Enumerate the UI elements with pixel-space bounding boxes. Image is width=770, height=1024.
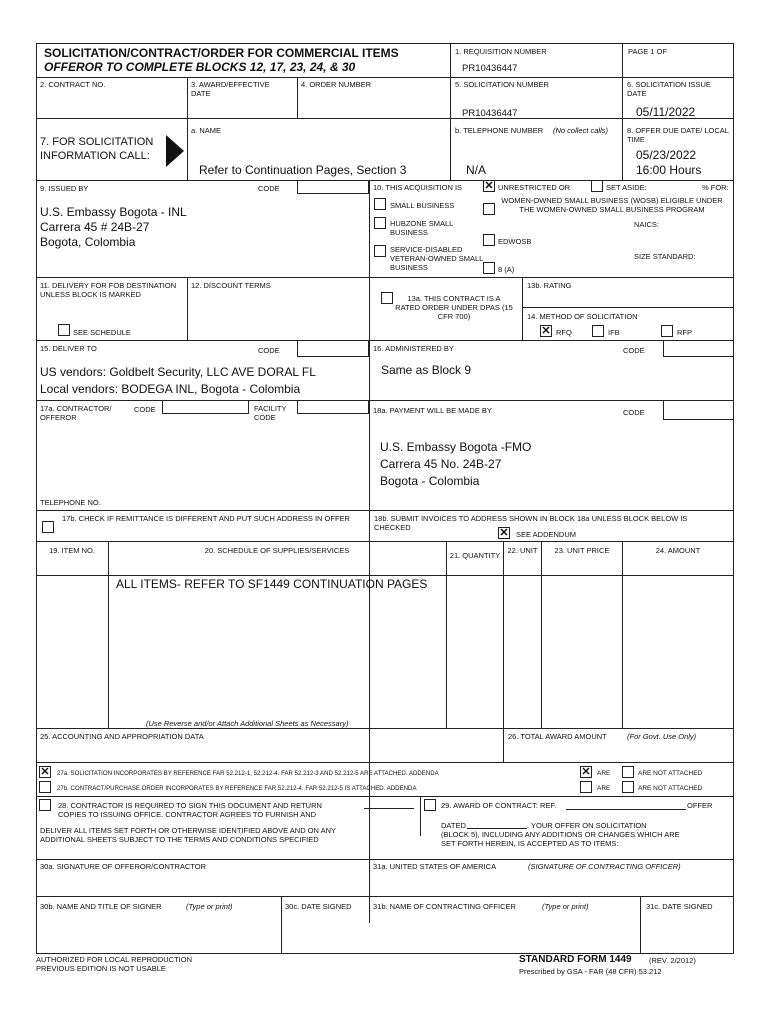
rating-label: 13b. RATING — [527, 281, 572, 290]
27a-checkbox[interactable]: ✕ — [40, 766, 50, 778]
payment-line3[interactable]: Bogota - Colombia — [380, 474, 480, 488]
submit-invoices-label: 18b. SUBMIT INVOICES TO ADDRESS SHOWN IN BLOCK 18a UNLESS BLOCK BELOW IS CHECKED — [374, 514, 688, 532]
administered-by-label: 16. ADMINISTERED BY — [373, 344, 454, 353]
offer-due-time[interactable]: 16:00 Hours — [636, 163, 702, 177]
sdvosb-checkbox[interactable] — [374, 245, 386, 257]
27b-are-label: ARE — [597, 785, 611, 792]
ifb-label: IFB — [608, 328, 620, 337]
info-call-label: 7. FOR SOLICITATION INFORMATION CALL: — [40, 136, 154, 162]
issue-date-value[interactable]: 05/11/2022 — [636, 105, 696, 119]
issued-by-code-field[interactable] — [297, 180, 369, 194]
date-31c-label: 31c. DATE SIGNED — [646, 902, 713, 911]
issued-by-label: 9. ISSUED BY — [40, 184, 89, 193]
27b-checkbox[interactable] — [39, 781, 51, 793]
name-31b-label: 31b. NAME OF CONTRACTING OFFICER — [373, 902, 516, 911]
eight-a-checkbox[interactable] — [483, 262, 495, 274]
phone-value[interactable]: N/A — [466, 163, 487, 177]
payment-label: 18a. PAYMENT WILL BE MADE BY — [373, 406, 492, 415]
unrestricted-label: UNRESTRICTED OR — [498, 183, 571, 192]
page-label: PAGE 1 OF — [628, 47, 668, 56]
discount-label: 12. DISCOUNT TERMS — [191, 281, 271, 290]
schedule-note: (Use Reverse and/or Attach Additional Sheets as Necessary) — [146, 719, 349, 728]
see-addendum-checkbox[interactable]: ✕ — [499, 527, 509, 539]
unrestricted-checkbox[interactable]: ✕ — [484, 180, 494, 192]
naics-label: NAICS: — [634, 220, 660, 229]
contractor-code-field[interactable] — [162, 400, 249, 414]
administered-code-field[interactable] — [663, 340, 734, 357]
form-title: SOLICITATION/CONTRACT/ORDER FOR COMMERCIAL ITEMS — [44, 46, 399, 60]
solicitation-no-label: 5. SOLICITATION NUMBER — [455, 80, 549, 89]
edwosb-checkbox[interactable] — [483, 234, 495, 246]
name-30b-label: 30b. NAME AND TITLE OF SIGNER — [40, 902, 162, 911]
set-aside-checkbox[interactable] — [591, 180, 603, 192]
contact-name[interactable]: Refer to Continuation Pages, Section 3 — [199, 163, 407, 177]
27a-are-checkbox[interactable]: ✕ — [581, 766, 591, 778]
see-addendum-label: SEE ADDENDUM — [516, 530, 577, 539]
issue-date-label: 6. SOLICITATION ISSUE DATE — [627, 80, 711, 98]
size-standard-label: SIZE STANDARD: — [634, 252, 696, 261]
set-aside-label: SET ASIDE: — [606, 183, 647, 192]
hubzone-label: HUBZONE SMALL BUSINESS — [390, 219, 454, 237]
method-label: 14. METHOD OF SOLICITATION — [527, 312, 638, 321]
sig-30a-label: 30a. SIGNATURE OF OFFEROR/CONTRACTOR — [40, 862, 206, 871]
29-your-offer: . YOUR OFFER ON SOLICITATION — [527, 821, 647, 830]
form-subtitle: OFFEROR TO COMPLETE BLOCKS 12, 17, 23, 24, & 30 — [44, 60, 356, 74]
col-amount: 24. AMOUNT — [655, 546, 701, 555]
form-prescribed: Prescribed by GSA - FAR (48 CFR) 53.212 — [519, 967, 662, 976]
facility-code-field[interactable] — [297, 400, 369, 414]
27b-are-checkbox[interactable] — [580, 781, 592, 793]
col-unit: 22. UNIT — [507, 546, 538, 555]
deliver-to-line2[interactable]: Local vendors: BODEGA INL, Bogota - Colombia — [40, 382, 301, 396]
offer-due-date[interactable]: 05/23/2022 — [636, 148, 697, 162]
29-set-forth: SET FORTH HEREIN, IS ACCEPTED AS TO ITEMS: — [441, 839, 619, 848]
deliver-to-code-label: CODE — [258, 346, 280, 355]
27a-are-not-label: ARE NOT ATTACHED — [638, 770, 703, 777]
rfp-label: RFP — [677, 328, 692, 337]
form-name: STANDARD FORM 1449 — [519, 954, 632, 965]
deliver-to-label: 15. DELIVER TO — [40, 344, 97, 353]
28-text-4: ADDITIONAL SHEETS SUBJECT TO THE TERMS AND CONDITIONS SPECIFIED — [40, 835, 319, 844]
sdvosb-label: SERVICE-DISABLED VETERAN-OWNED SMALL BUSINESS — [390, 245, 484, 272]
total-award-note: (For Govt. Use Only) — [627, 732, 697, 741]
deliver-to-code-field[interactable] — [297, 340, 369, 357]
acquisition-label: 10. THIS ACQUISITION IS — [373, 183, 463, 192]
28-text-3: DELIVER ALL ITEMS SET FORTH OR OTHERWISE IDENTIFIED ABOVE AND ON ANY — [40, 826, 337, 835]
issued-by-line3[interactable]: Bogota, Colombia — [40, 235, 136, 249]
solicitation-number[interactable]: PR10436447 — [462, 108, 518, 119]
award-date-label: 3. AWARD/EFFECTIVE DATE — [191, 80, 270, 98]
facility-code-label: FACILITY CODE — [254, 404, 287, 422]
edwosb-label: EDWOSB — [498, 237, 532, 246]
27a-text: 27a. SOLICITATION INCORPORATES BY REFERENCE FAR 52.212-1, 52.212-4. FAR 52.212-3 AND 52.212-5 ARE ATTACHED. ADDENDA — [57, 770, 439, 777]
27a-are-not-checkbox[interactable] — [622, 766, 634, 778]
sig-31a-label: 31a. UNITED STATES OF AMERICA — [373, 862, 497, 871]
requisition-label: 1. REQUISITION NUMBER — [455, 47, 547, 56]
wosb-checkbox[interactable] — [483, 203, 495, 215]
col-item-no: 19. ITEM NO. — [49, 546, 95, 555]
29-dated-label: DATED — [441, 821, 466, 830]
28-text-2: COPIES TO ISSUING OFFICE. CONTRACTOR AGREES TO FURNISH AND — [58, 810, 317, 819]
28-checkbox[interactable] — [39, 799, 51, 811]
27b-text: 27b. CONTRACT/PURCHASE ORDER INCORPORATES BY REFERENCE FAR 52.212-4. FAR 52.212-5 IS ATTACHED. ADDENDA — [57, 785, 417, 792]
telephone-label: TELEPHONE NO. — [40, 498, 101, 507]
ifb-checkbox[interactable] — [592, 325, 604, 337]
col-schedule: 20. SCHEDULE OF SUPPLIES/SERVICES — [204, 546, 350, 555]
issued-by-line2[interactable]: Carrera 45 # 24B-27 — [40, 220, 150, 234]
issued-by-code-label: CODE — [258, 184, 280, 193]
27a-are-label: ARE — [597, 770, 611, 777]
29-award-label: 29. AWARD OF CONTRACT: REF. — [441, 801, 557, 810]
rfq-label: RFQ — [556, 328, 572, 337]
contract-no-label: 2. CONTRACT NO. — [40, 80, 106, 89]
remittance-checkbox[interactable] — [42, 521, 54, 533]
contractor-code-label: CODE — [134, 405, 156, 414]
accounting-label: 25. ACCOUNTING AND APPROPRIATION DATA — [40, 732, 204, 741]
payment-code-label: CODE — [623, 408, 645, 417]
small-business-label: SMALL BUSINESS — [390, 201, 455, 210]
order-no-label: 4. ORDER NUMBER — [301, 80, 372, 89]
29-offer-label: OFFER — [687, 801, 713, 810]
28-text-1: 28. CONTRACTOR IS REQUIRED TO SIGN THIS DOCUMENT AND RETURN — [58, 801, 322, 810]
sig-31a-note: (SIGNATURE OF CONTRACTING OFFICER) — [528, 862, 681, 871]
name-label: a. NAME — [191, 126, 222, 135]
name-30b-note: (Type or print) — [186, 902, 233, 911]
requisition-number[interactable]: PR10436447 — [462, 63, 518, 74]
small-business-checkbox[interactable] — [374, 198, 386, 210]
contractor-label: 17a. CONTRACTOR/ OFFEROR — [40, 404, 112, 422]
arrow-right-icon — [166, 135, 184, 167]
rfq-checkbox[interactable]: ✕ — [541, 325, 551, 337]
phone-label: b. TELEPHONE NUMBER — [455, 126, 544, 135]
see-schedule-checkbox[interactable] — [58, 324, 70, 336]
form-revision: (REV. 2/2012) — [649, 956, 696, 965]
col-unit-price: 23. UNIT PRICE — [554, 546, 610, 555]
eight-a-label: 8 (A) — [498, 265, 515, 274]
footer-authorized: AUTHORIZED FOR LOCAL REPRODUCTION — [36, 955, 192, 964]
issued-by-line1[interactable]: U.S. Embassy Bogota - INL — [40, 205, 187, 219]
rated-order-checkbox[interactable] — [381, 292, 393, 304]
hubzone-checkbox[interactable] — [374, 217, 386, 229]
administered-by-value[interactable]: Same as Block 9 — [381, 363, 472, 377]
schedule-item-text[interactable]: ALL ITEMS- REFER TO SF1449 CONTINUATION PAGES — [116, 577, 428, 591]
offer-due-label: 8. OFFER DUE DATE/ LOCAL TIME — [627, 126, 729, 144]
27b-are-not-checkbox[interactable] — [622, 781, 634, 793]
payment-code-field[interactable] — [663, 400, 734, 420]
rated-order-label: 13a. THIS CONTRACT IS A RATED ORDER UNDER DPAS (15 CFR 700) — [395, 294, 513, 321]
payment-line2[interactable]: Carrera 45 No. 24B-27 — [380, 457, 502, 471]
payment-line1[interactable]: U.S. Embassy Bogota -FMO — [380, 440, 532, 454]
phone-note: (No collect calls) — [553, 126, 609, 135]
administered-code-label: CODE — [623, 346, 645, 355]
name-31b-note: (Type or print) — [542, 902, 589, 911]
pct-for-label: % FOR: — [702, 183, 729, 192]
29-block5-line: (BLOCK 5), INCLUDING ANY ADDITIONS OR CHANGES WHICH ARE — [441, 830, 680, 839]
fob-label: 11. DELIVERY FOR FOB DESTINATION UNLESS BLOCK IS MARKED — [40, 281, 177, 299]
27b-are-not-label: ARE NOT ATTACHED — [638, 785, 703, 792]
29-checkbox[interactable] — [424, 799, 436, 811]
col-quantity: 21. QUANTITY — [449, 551, 501, 560]
see-schedule-label: SEE SCHEDULE — [73, 328, 131, 337]
footer-previous: PREVIOUS EDITION IS NOT USABLE — [36, 964, 166, 973]
deliver-to-line1[interactable]: US vendors: Goldbelt Security, LLC AVE DORAL FL — [40, 365, 316, 379]
date-30c-label: 30c. DATE SIGNED — [285, 902, 352, 911]
rfp-checkbox[interactable] — [661, 325, 673, 337]
remittance-label: 17b. CHECK IF REMITTANCE IS DIFFERENT AND PUT SUCH ADDRESS IN OFFER — [62, 514, 350, 523]
total-award-label: 26. TOTAL AWARD AMOUNT — [508, 732, 607, 741]
wosb-label: WOMEN-OWNED SMALL BUSINESS (WOSB) ELIGIBLE UNDER THE WOMEN-OWNED SMALL BUSINESS PROGRAM — [501, 196, 723, 214]
